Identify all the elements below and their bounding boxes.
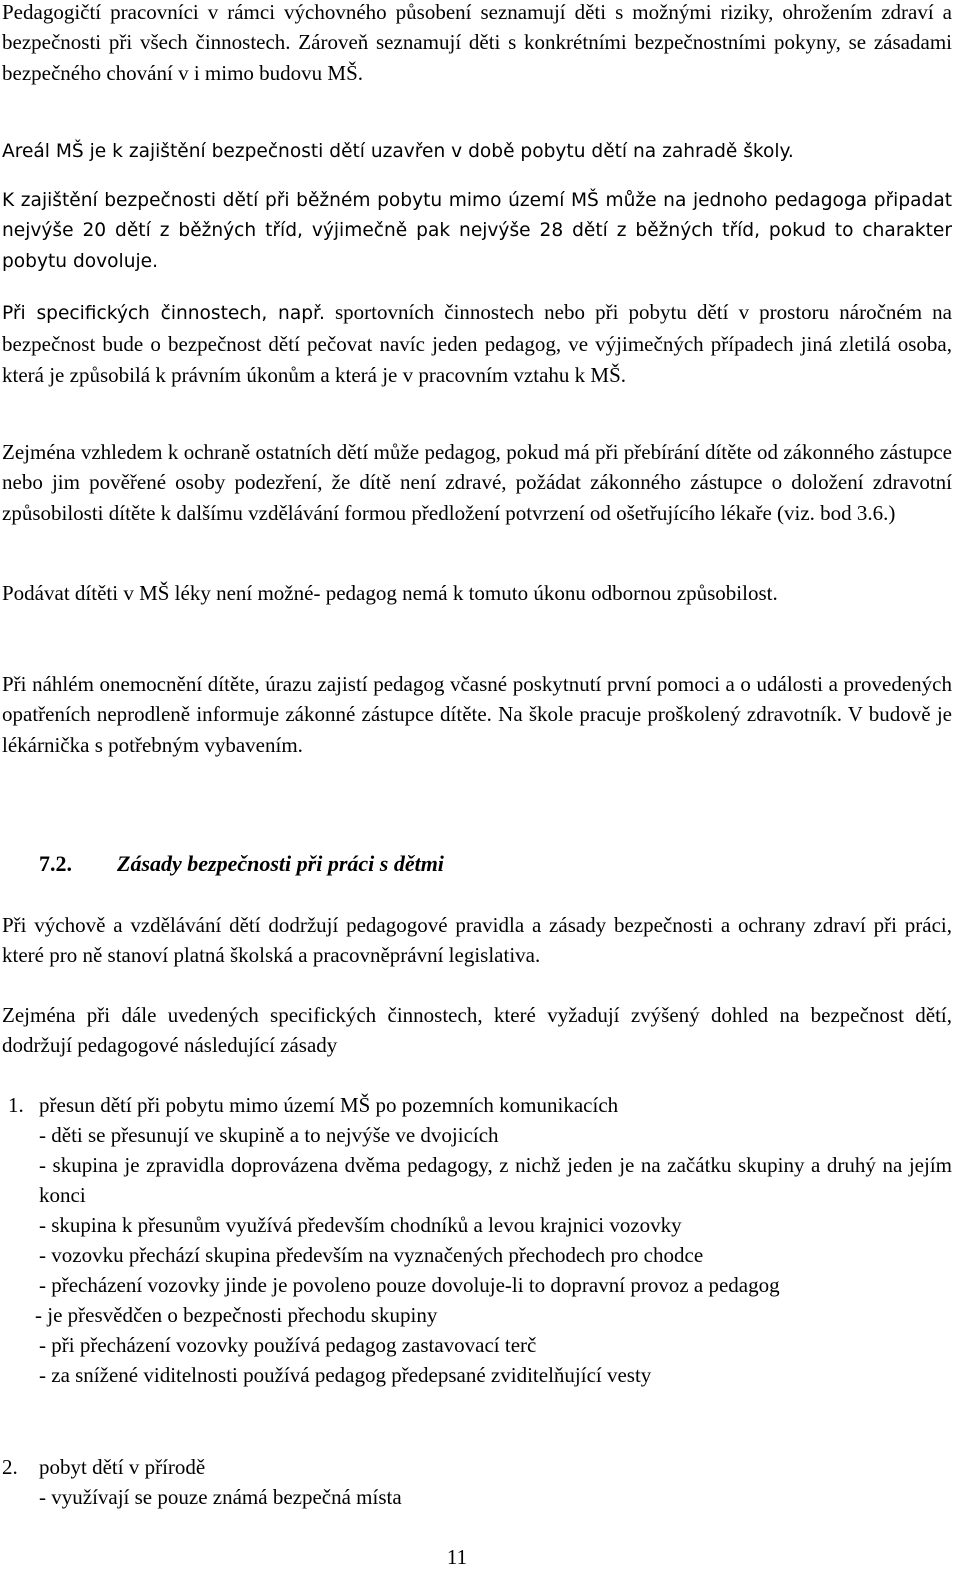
list-subitem: - přecházení vozovky jinde je povoleno pouze dovoluje-li to dopravní provoz a pedagog <box>39 1273 780 1297</box>
rules-list-1 <box>2 1090 952 1390</box>
paragraph-4-lead: Při specifických činnostech, např. <box>2 303 325 324</box>
list-number: 1. <box>8 1093 24 1117</box>
list-number: 2. <box>2 1455 18 1479</box>
paragraph-4-rest: sportovních činnostech nebo při pobytu dětí v prostoru náročném na bezpečnost bude o bezpečnost dětí pečovat navíc jeden pedagog, ve výjimečných případech jiná zletilá osoba, která je způsobilá k právním úkonům a která je v pracovním vztahu k MŠ. <box>2 300 952 387</box>
list-subitem: - při přecházení vozovky používá pedagog zastavovací terč <box>39 1333 537 1357</box>
rules-list-2 <box>2 1452 952 1512</box>
paragraph-4 <box>2 297 952 390</box>
page-number: 11 <box>446 1545 468 1569</box>
section-paragraph-1: Při výchově a vzdělávání dětí dodržují pedagogové pravidla a zásady bezpečnosti a ochrany zdraví při práci, které pro ně stanoví platná školská a pracovněprávní legislativa. <box>2 913 952 968</box>
paragraph-6: Podávat dítěti v MŠ léky není možné- pedagog nemá k tomuto úkonu odbornou způsobilost. <box>2 581 778 605</box>
list-item-text: přesun dětí při pobytu mimo území MŠ po pozemních komunikacích <box>39 1093 619 1117</box>
list-subitem: - za snížené viditelnosti používá pedagog předepsané zviditelňující vesty <box>39 1363 652 1387</box>
section-paragraph-2: Zejména při dále uvedených specifických činnostech, které vyžadují zvýšený dohled na bezpečnost dětí, dodržují pedagogové následující zásady <box>2 1003 952 1058</box>
paragraph-5: Zejména vzhledem k ochraně ostatních dětí může pedagog, pokud má při přebírání dítěte od zákonného zástupce nebo jim pověřené osoby podezření, že dítě není zdravé, požádat zákonného zástupce o doložení zdravotní způsobilosti dítěte k dalšímu vzdělávání formou předložení potvrzení od ošetřujícího lékaře (viz. bod 3.6.) <box>2 440 952 525</box>
list-subitem: - je přesvědčen o bezpečnosti přechodu skupiny <box>35 1303 438 1327</box>
list-subitem: - využívají se pouze známá bezpečná místa <box>39 1485 402 1509</box>
paragraph-1: Pedagogičtí pracovníci v rámci výchovného působení seznamují děti s možnými riziky, ohrožením zdraví a bezpečnosti při všech činnostech. Zároveň seznamují děti s konkrétními bezpečnostními pokyny, se zásadami bezpečného chování v i mimo budovu MŠ. <box>2 0 952 85</box>
list-subitem: - vozovku přechází skupina především na vyznačených přechodech pro chodce <box>39 1243 704 1267</box>
list-subitem: - děti se přesunují ve skupině a to nejvýše ve dvojicích <box>39 1123 499 1147</box>
section-heading <box>39 849 444 879</box>
list-item-text: pobyt dětí v přírodě <box>39 1455 206 1479</box>
list-item <box>2 1452 952 1482</box>
paragraph-7: Při náhlém onemocnění dítěte, úrazu zajistí pedagog včasné poskytnutí první pomoci a o události a provedených opatřeních neprodleně informuje zákonné zástupce dítěte. Na škole pracuje proškolený zdravotník. V budově je lékárnička s potřebným vybavením. <box>2 672 952 757</box>
list-subitem: - skupina je zpravidla doprovázena dvěma pedagogy, z nichž jeden je na začátku skupiny a druhý na jejím konci <box>39 1153 952 1207</box>
paragraph-3: K zajištění bezpečnosti dětí při běžném pobytu mimo území MŠ může na jednoho pedagoga připadat nejvýše 20 dětí z běžných tříd, výjimečně pak nejvýše 28 dětí z běžných tříd, pokud to charakter pobytu dovoluje. <box>2 190 952 272</box>
list-item <box>2 1090 952 1120</box>
section-number: 7.2. <box>39 851 72 876</box>
paragraph-2: Areál MŠ je k zajištění bezpečnosti dětí uzavřen v době pobytu dětí na zahradě školy. <box>2 141 794 162</box>
list-subitem: - skupina k přesunům využívá především chodníků a levou krajnici vozovky <box>39 1213 682 1237</box>
section-title: Zásady bezpečnosti při práci s dětmi <box>117 851 444 876</box>
